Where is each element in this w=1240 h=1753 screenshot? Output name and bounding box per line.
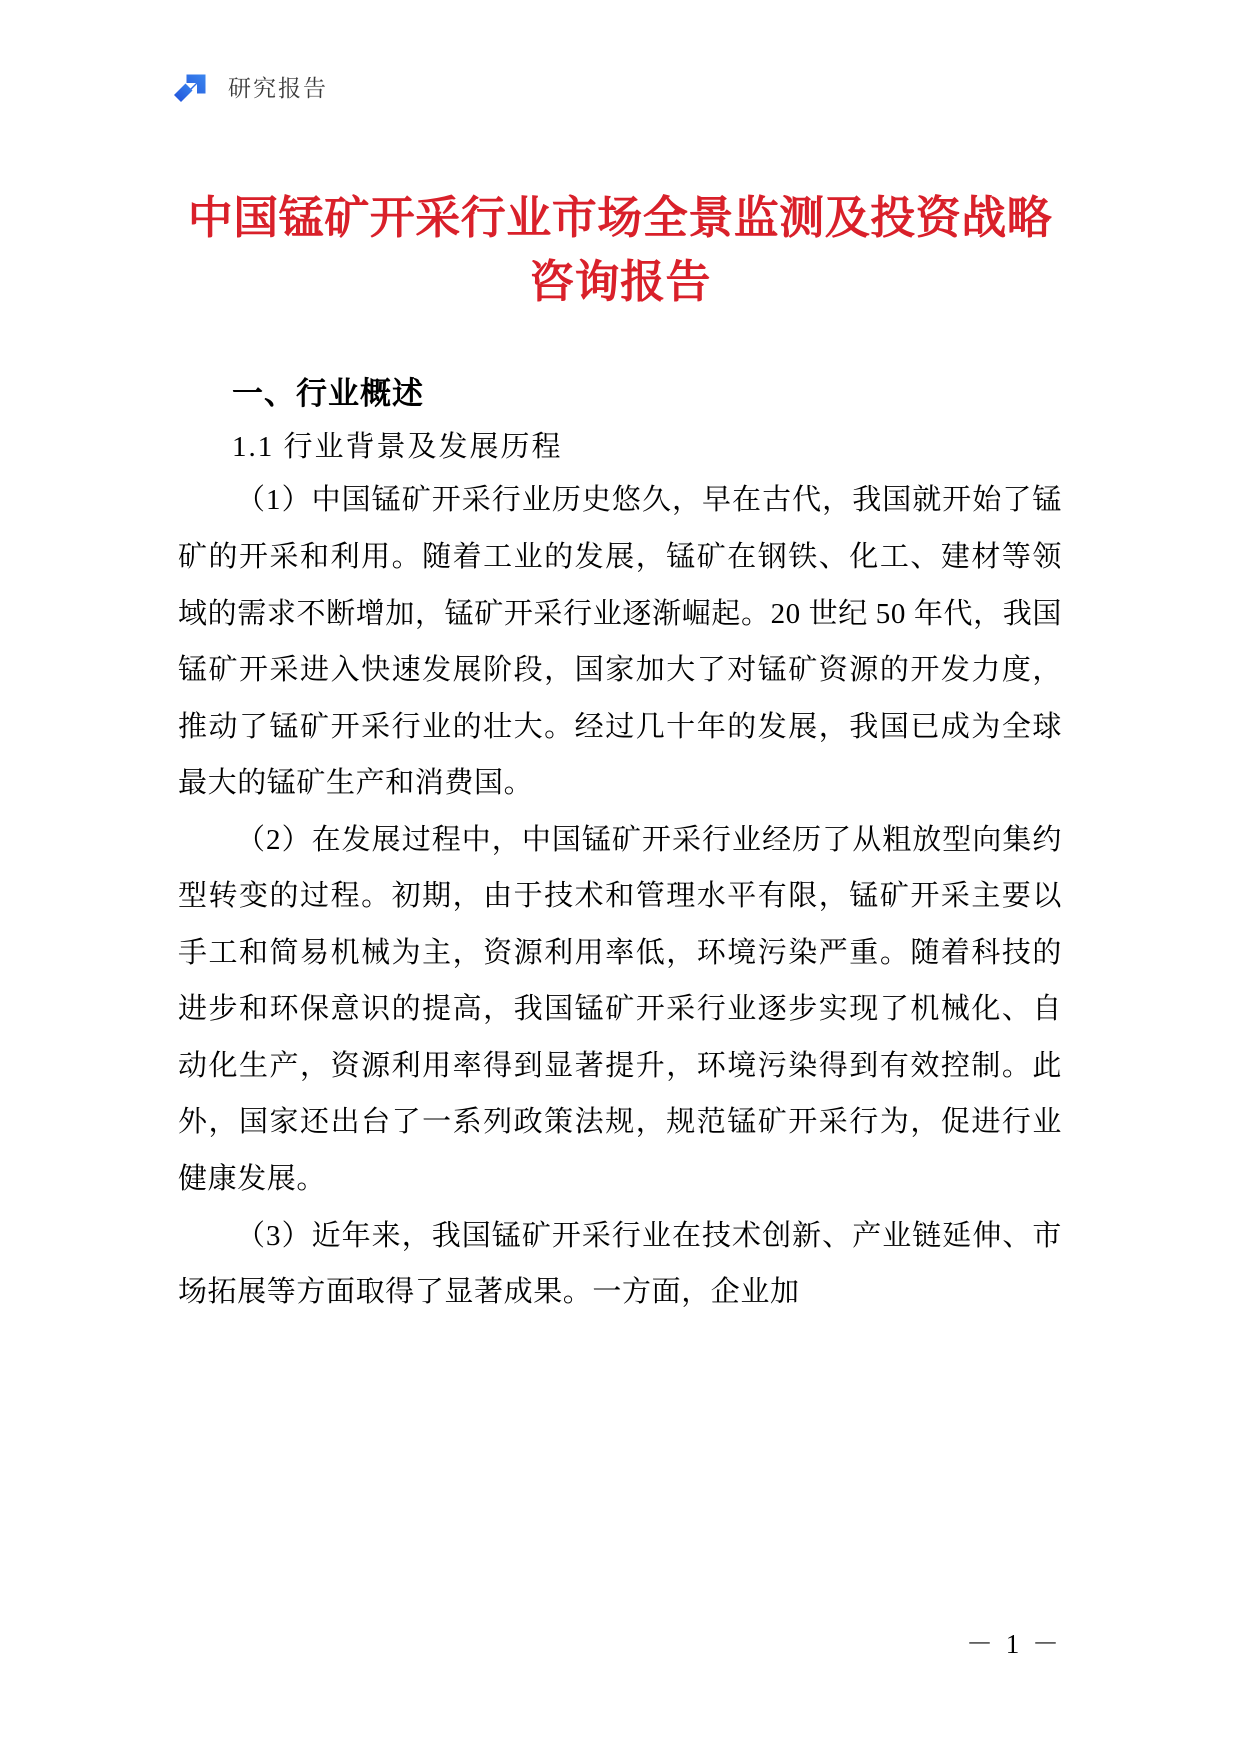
document-header (168, 62, 328, 114)
body-paragraph-1: （1）中国锰矿开采行业历史悠久，早在古代，我国就开始了锰矿的开采和利用。随着工业的发展，锰矿在钢铁、化工、建材等领域的需求不断增加，锰矿开采行业逐渐崛起。20 世纪 50 年代，我国锰矿开采进入快速发展阶段，国家加大了对锰矿资源的开发力度，推动了锰矿开采行业的壮大。经过几十年的发展，我国已成为全球最大的锰矿生产和消费国。 (178, 484, 1062, 800)
document-body (178, 370, 1062, 1321)
page-title: 中国锰矿开采行业市场全景监测及投资战略咨询报告 (187, 192, 1053, 307)
body-paragraph-2: （2）在发展过程中，中国锰矿开采行业经历了从粗放型向集约型转变的过程。初期，由于技术和管理水平有限，锰矿开采主要以手工和简易机械为主，资源利用率低，环境污染严重。随着科技的进步和环保意识的提高，我国锰矿开采行业逐步实现了机械化、自动化生产，资源利用率得到显著提升，环境污染得到有效控制。此外，国家还出台了一系列政策法规，规范锰矿开采行为，促进行业健康发展。 (178, 823, 1062, 1195)
logo-label: 研究报告 (228, 75, 328, 101)
page-number: － 1 － (966, 1629, 1062, 1659)
subsection-heading: 1.1 行业背景及发展历程 (232, 431, 563, 464)
body-paragraph-3: （3）近年来，我国锰矿开采行业在技术创新、产业链延伸、市场拓展等方面取得了显著成果。一方面，企业加 (178, 1219, 1062, 1309)
section-heading: 一、行业概述 (232, 376, 424, 411)
arrow-up-right-icon (168, 65, 214, 111)
